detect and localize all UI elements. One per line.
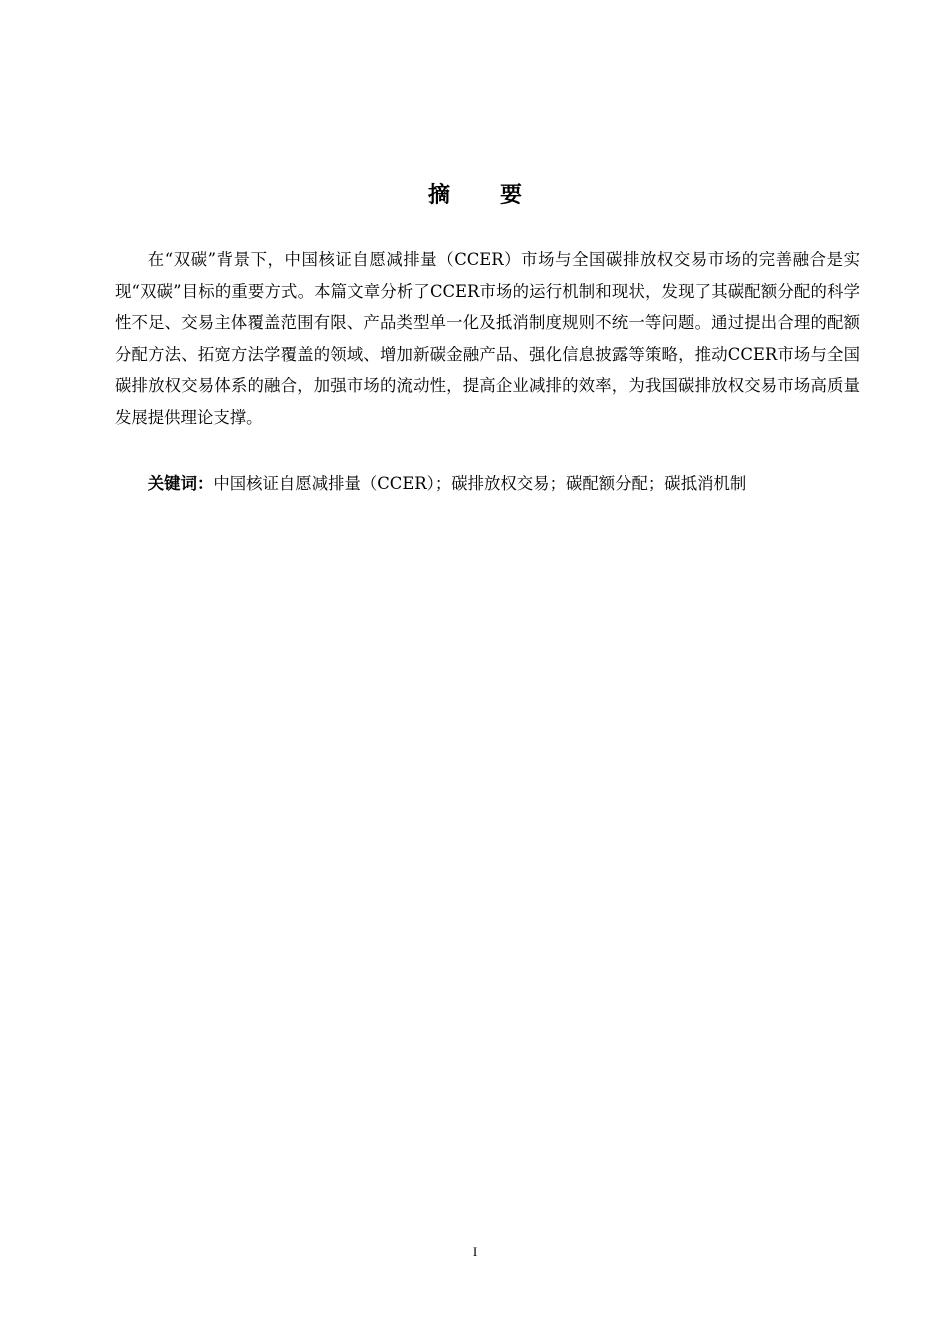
keywords-line [115,468,860,500]
page-number: I [472,1244,478,1259]
abstract-paragraph: 在“双碳”背景下，中国核证自愿减排量（CCER）市场与全国碳排放权交易市场的完善融合是实现“双碳”目标的重要方式。本篇文章分析了CCER市场的运行机制和现状，发现了其碳配额分配的科学性不足、交易主体覆盖范围有限、产品类型单一化及抵消制度规则不统一等问题。通过提出合理的配额分配方法、拓宽方法学覆盖的领域、增加新碳金融产品、强化信息披露等策略，推动CCER市场与全国碳排放权交易体系的融合，加强市场的流动性，提高企业减排的效率，为我国碳排放权交易市场高质量发展提供理论支撑。 [115,250,860,427]
keywords-text: 中国核证自愿减排量（CCER）；碳排放权交易；碳配额分配；碳抵消机制 [213,474,747,493]
abstract-title-char-1: 摘 [427,183,450,208]
abstract-title-char-2: 要 [500,183,523,208]
abstract-title [0,178,950,209]
keywords-label: 关键词： [147,474,214,493]
